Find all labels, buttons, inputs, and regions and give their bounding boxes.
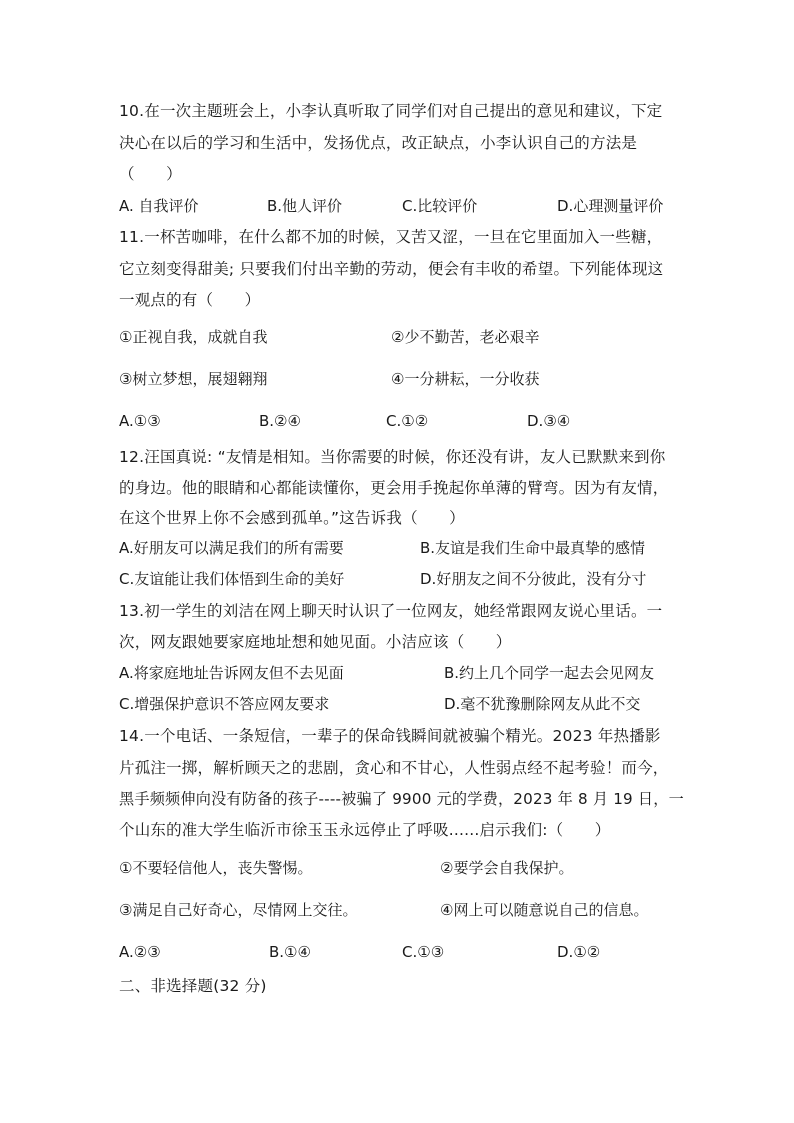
q13-option-a: A.将家庭地址告诉网友但不去见面: [119, 664, 344, 682]
q14-option-d: D.①②: [557, 943, 601, 961]
q11-line-1: 11.一杯苦咖啡，在什么都不加的时候，又苦又涩，一旦在它里面加入一些糖，: [119, 228, 663, 246]
q11-option-d: D.③④: [527, 412, 571, 430]
q14-option-b: B.①④: [269, 943, 311, 961]
q12-option-d: D.好朋友之间不分彼此，没有分寸: [420, 570, 647, 588]
q14-option-a: A.②③: [119, 943, 161, 961]
q13-option-d: D.毫不犹豫删除网友从此不交: [444, 695, 641, 713]
q11-option-a: A.①③: [119, 412, 161, 430]
q11-statement-1: ①正视自我，成就自我: [119, 328, 268, 346]
q10-option-b: B.他人评价: [267, 197, 343, 215]
q11-option-c: C.①②: [386, 412, 429, 430]
q11-statement-2: ②少不勤苦，老必艰辛: [391, 328, 540, 346]
q14-line-3: 黑手频频伸向没有防备的孩子----被骗了 9900 元的学费，2023 年 8 月 19 日，一: [119, 790, 684, 808]
q10-option-c: C.比较评价: [402, 197, 478, 215]
q14-line-2: 片孤注一掷，解析顾天之的悲剧，贪心和不甘心，人性弱点经不起考验！而今，: [119, 759, 669, 777]
q11-line-2: 它立刻变得甜美; 只要我们付出辛勤的劳动，便会有丰收的希望。下列能体现这: [119, 260, 664, 278]
q12-line-2: 的身边。他的眼睛和心都能读懂你，更会用手挽起你单薄的臂弯。因为有友情，: [119, 479, 669, 497]
q12-option-a: A.好朋友可以满足我们的所有需要: [119, 539, 344, 557]
q10-line-1: 10.在一次主题班会上，小李认真听取了同学们对自己提出的意见和建议，下定: [119, 102, 663, 120]
q14-line-4: 个山东的准大学生临沂市徐玉玉永远停止了呼吸......启示我们:（ ）: [119, 821, 611, 839]
q11-option-b: B.②④: [259, 412, 301, 430]
q12-option-c: C.友谊能让我们体悟到生命的美好: [119, 570, 345, 588]
q13-option-c: C.增强保护意识不答应网友要求: [119, 695, 330, 713]
q10-line-2: 决心在以后的学习和生活中，发扬优点，改正缺点，小李认识自己的方法是: [119, 134, 638, 152]
q12-line-3: 在这个世界上你不会感到孤单。”这告诉我（ ）: [119, 509, 465, 527]
q14-line-1: 14.一个电话、一条短信，一辈子的保命钱瞬间就被骗个精光。2023 年热播影: [119, 727, 661, 745]
q12-option-b: B.友谊是我们生命中最真挚的感情: [420, 539, 646, 557]
q13-option-b: B.约上几个同学一起去会见网友: [444, 664, 655, 682]
q14-statement-3: ③满足自己好奇心，尽情网上交往。: [119, 901, 358, 919]
q10-option-d: D.心理测量评价: [557, 197, 664, 215]
q13-line-2: 次，网友跟她要家庭地址想和她见面。小洁应该（ ）: [119, 633, 512, 651]
q14-statement-4: ④网上可以随意说自己的信息。: [440, 901, 649, 919]
q14-option-c: C.①③: [402, 943, 445, 961]
section-2-title: 二、非选择题(32 分): [119, 977, 267, 995]
q11-statement-3: ③树立梦想，展翅翱翔: [119, 370, 268, 388]
q14-statement-1: ①不要轻信他人，丧失警惕。: [119, 859, 313, 877]
q10-option-a: A. 自我评价: [119, 197, 199, 215]
q11-statement-4: ④一分耕耘，一分收获: [391, 370, 540, 388]
q10-line-3: （ ）: [119, 165, 182, 183]
q11-line-3: 一观点的有（ ）: [119, 291, 261, 309]
q13-line-1: 13.初一学生的刘洁在网上聊天时认识了一位网友，她经常跟网友说心里话。一: [119, 602, 663, 620]
q14-statement-2: ②要学会自我保护。: [440, 859, 574, 877]
q12-line-1: 12.汪国真说: “友情是相知。当你需要的时候，你还没有讲，友人已默默来到你: [119, 448, 666, 466]
